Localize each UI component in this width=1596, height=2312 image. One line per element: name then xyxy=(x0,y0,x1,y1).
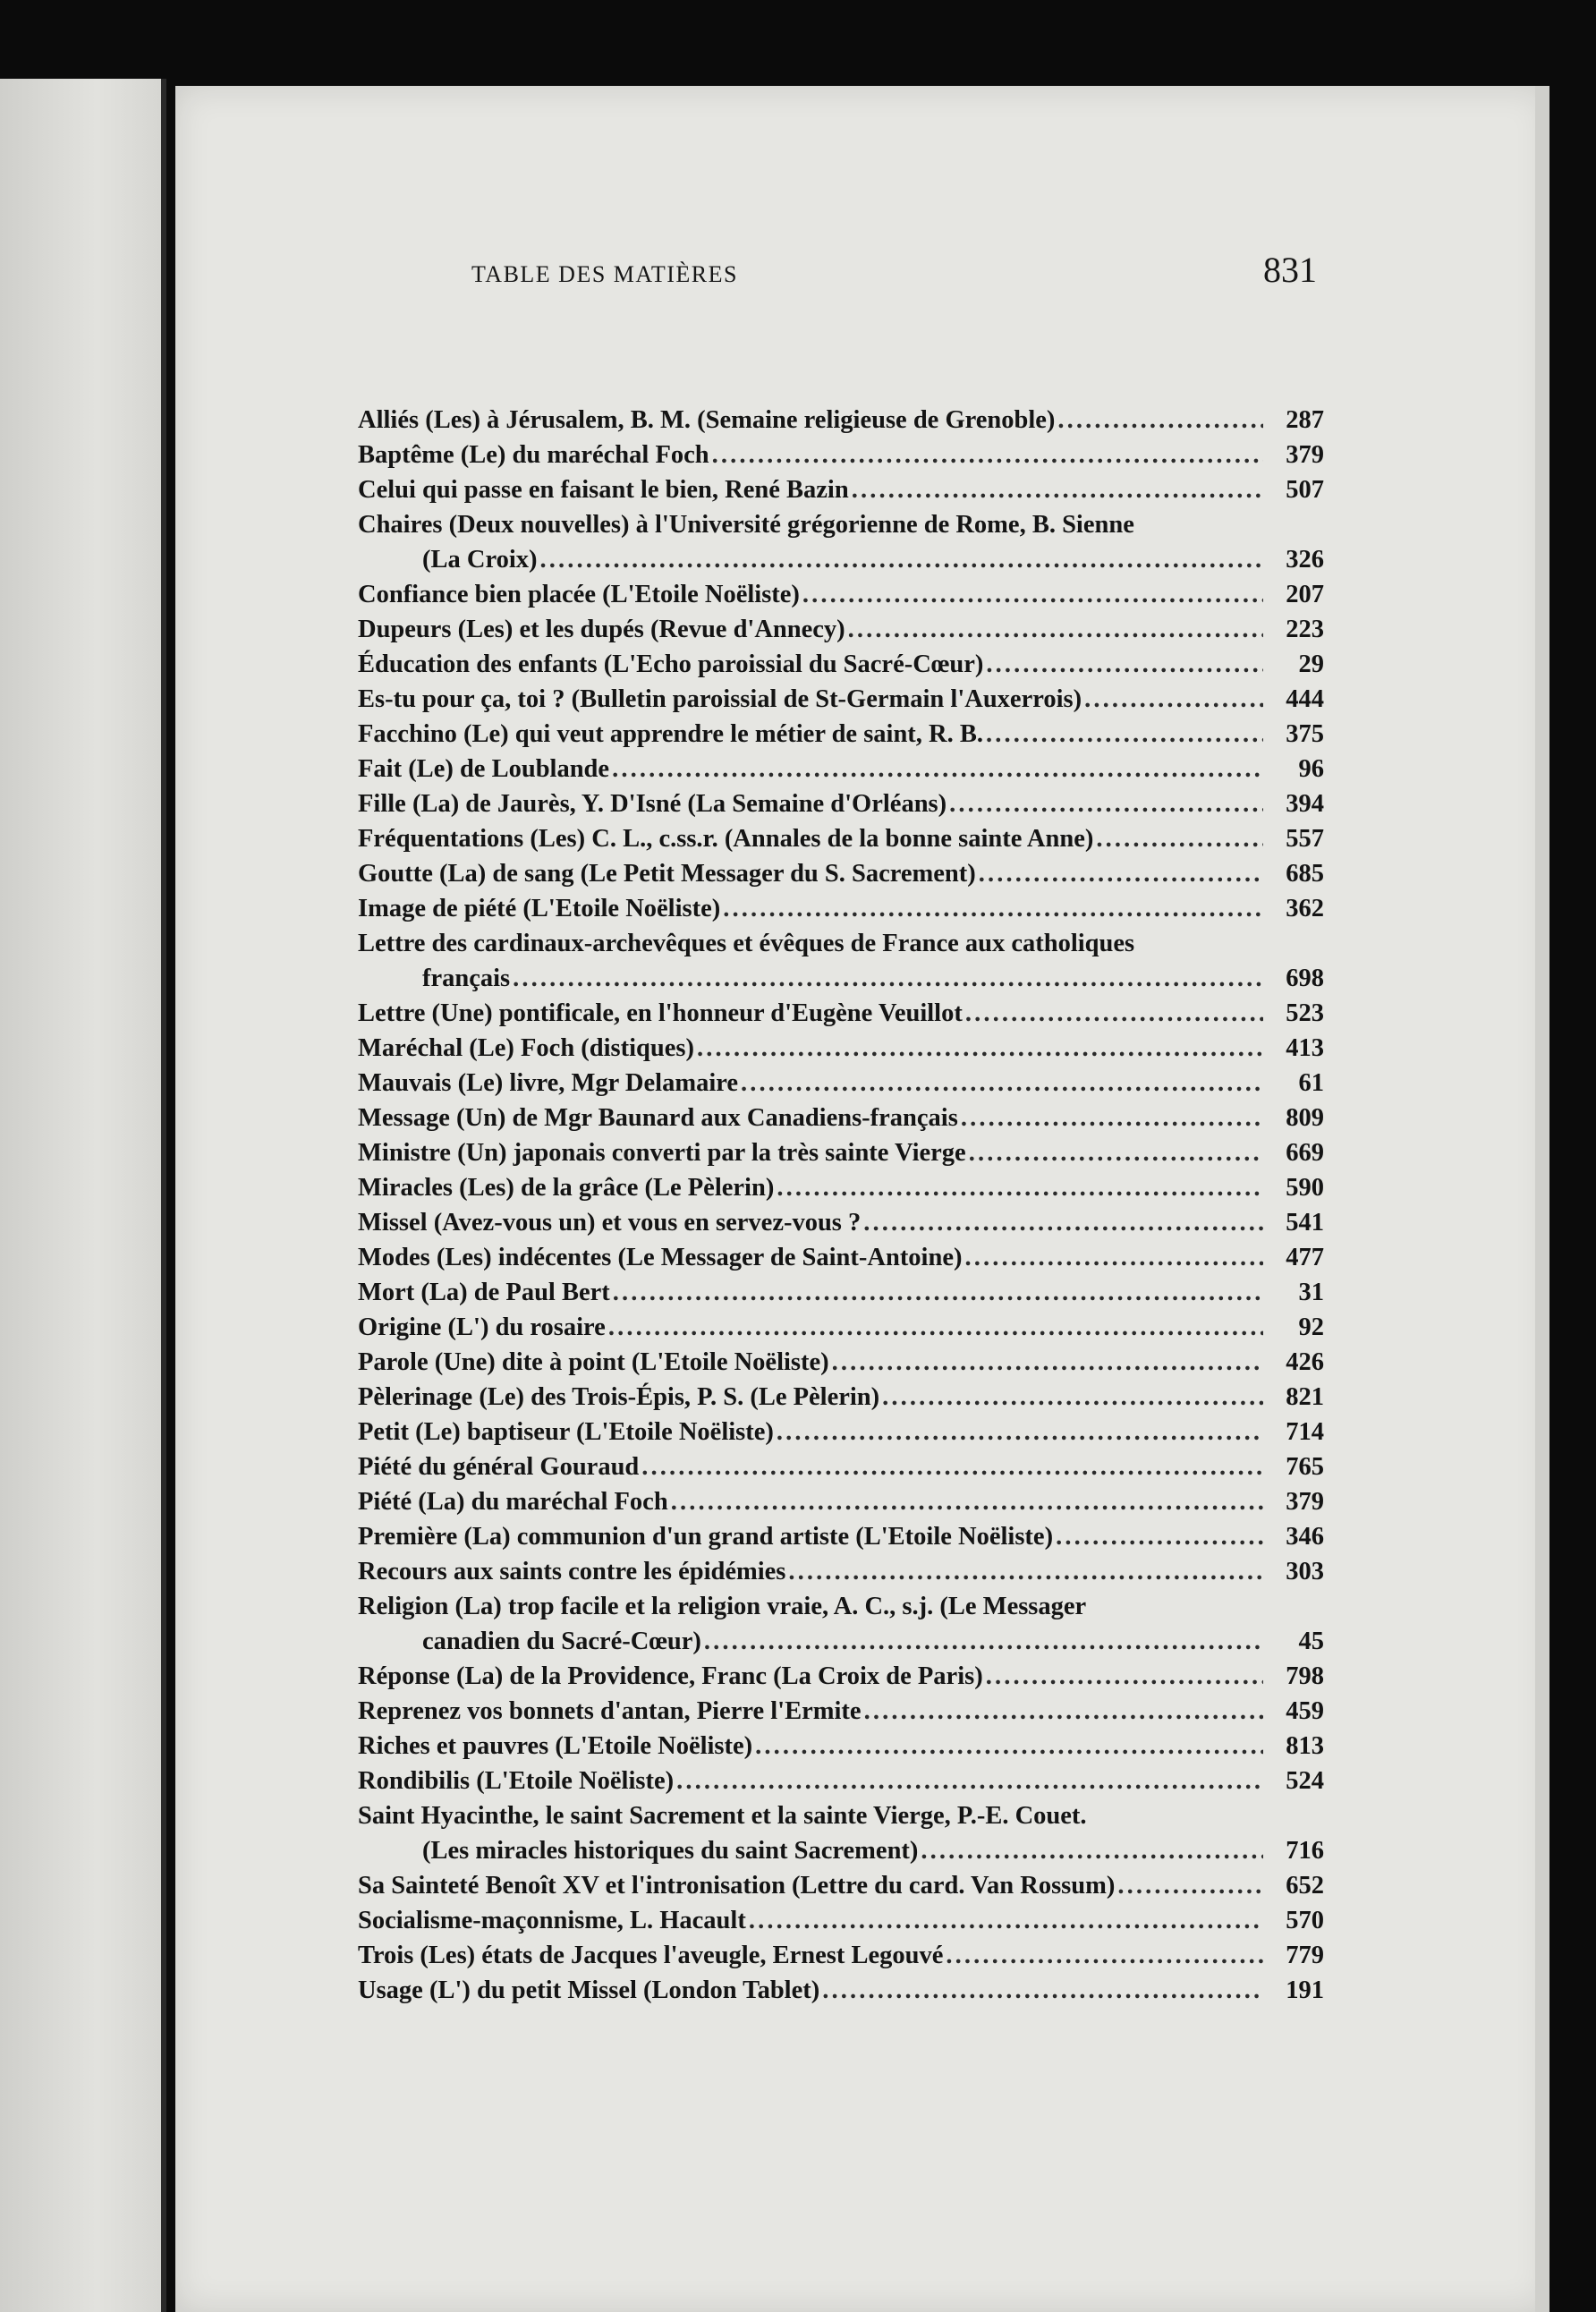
toc-entry xyxy=(358,752,1324,786)
toc-entry-line xyxy=(358,1275,1324,1310)
dot-leader xyxy=(802,577,1263,612)
running-header xyxy=(471,242,1366,295)
toc-entry-page: 809 xyxy=(1286,1104,1324,1132)
toc-entry-page: 652 xyxy=(1286,1872,1324,1900)
toc-entry xyxy=(358,1101,1324,1135)
toc-entry xyxy=(358,403,1324,438)
toc-entry-line xyxy=(358,1868,1324,1903)
toc-entry-line xyxy=(358,1694,1324,1729)
page-edge xyxy=(1535,86,1549,2312)
toc-entry-text: Fille (La) de Jaurès, Y. D'Isné (La Semaine d'Orléans) xyxy=(358,790,947,818)
toc-entry xyxy=(358,1519,1324,1554)
toc-entry xyxy=(358,1903,1324,1938)
toc-entry-text: Lettre des cardinaux-archevêques et évêques de France aux catholiques xyxy=(358,930,1135,957)
toc-entry-page: 524 xyxy=(1286,1767,1324,1795)
dot-leader xyxy=(671,1484,1263,1519)
toc-entry xyxy=(358,1729,1324,1764)
toc-entry-text: Sa Sainteté Benoît XV et l'intronisation (Lettre du card. Van Rossum) xyxy=(358,1872,1116,1900)
toc-entry-text: Lettre (Une) pontificale, en l'honneur d'Eugène Veuillot xyxy=(358,999,963,1027)
toc-entry-text: Pèlerinage (Le) des Trois-Épis, P. S. (Le Pèlerin) xyxy=(358,1383,880,1411)
toc-entry xyxy=(358,472,1324,507)
toc-entry-text: Réponse (La) de la Providence, Franc (La Croix de Paris) xyxy=(358,1662,983,1690)
dot-leader xyxy=(676,1764,1263,1798)
toc-entry-page: 685 xyxy=(1286,860,1324,888)
toc-entry-page: 765 xyxy=(1286,1453,1324,1481)
toc-entry-text: Es-tu pour ça, toi ? (Bulletin paroissial de St-Germain l'Auxerrois) xyxy=(358,685,1082,713)
dot-leader xyxy=(921,1833,1263,1868)
toc-entry-text: Message (Un) de Mgr Baunard aux Canadiens-français xyxy=(358,1104,958,1132)
toc-entry-text: Image de piété (L'Etoile Noëliste) xyxy=(358,895,721,922)
toc-entry-text: Maréchal (Le) Foch (distiques) xyxy=(358,1034,694,1062)
toc-entry-page: 444 xyxy=(1286,685,1324,713)
toc-entry-line xyxy=(358,577,1324,612)
toc-entry-line xyxy=(358,856,1324,891)
toc-entry-text: Parole (Une) dite à point (L'Etoile Noëliste) xyxy=(358,1348,829,1376)
dot-leader xyxy=(777,1415,1263,1449)
toc-entry-text: Rondibilis (L'Etoile Noëliste) xyxy=(358,1767,675,1795)
toc-entry-page: 798 xyxy=(1286,1662,1324,1690)
toc-entry-text: Chaires (Deux nouvelles) à l'Université grégorienne de Rome, B. Sienne xyxy=(358,511,1134,539)
toc-entry-line xyxy=(358,786,1324,821)
toc-entry-text: Trois (Les) états de Jacques l'aveugle, Ernest Legouvé xyxy=(358,1942,944,1969)
toc-entry-text: canadien du Sacré-Cœur) xyxy=(422,1628,701,1655)
toc-entry xyxy=(358,1275,1324,1310)
toc-entry xyxy=(358,717,1324,752)
table-of-contents xyxy=(358,403,1324,2008)
toc-entry-continuation xyxy=(358,961,1324,996)
dot-leader xyxy=(788,1554,1263,1589)
toc-entry-line xyxy=(358,1101,1324,1135)
toc-entry-line xyxy=(358,1659,1324,1694)
dot-leader xyxy=(749,1903,1263,1938)
toc-entry xyxy=(358,1694,1324,1729)
toc-entry-text: Riches et pauvres (L'Etoile Noëliste) xyxy=(358,1732,753,1760)
dot-leader xyxy=(986,1659,1263,1694)
toc-entry-text: (Les miracles historiques du saint Sacrement) xyxy=(422,1837,919,1865)
toc-entry-page: 326 xyxy=(1286,546,1324,574)
toc-entry-line xyxy=(358,507,1324,542)
dot-leader xyxy=(1056,1519,1263,1554)
toc-entry-text: Religion (La) trop facile et la religion vraie, A. C., s.j. (Le Messager xyxy=(358,1593,1087,1620)
toc-entry-page: 426 xyxy=(1286,1348,1324,1376)
toc-entry-line xyxy=(358,821,1324,856)
toc-entry-text: Reprenez vos bonnets d'antan, Pierre l'Ermite xyxy=(358,1697,862,1725)
toc-entry xyxy=(358,438,1324,472)
toc-entry-page: 813 xyxy=(1286,1732,1324,1760)
dot-leader xyxy=(832,1345,1263,1380)
toc-entry xyxy=(358,1764,1324,1798)
toc-entry-page: 379 xyxy=(1286,1488,1324,1516)
toc-entry-line xyxy=(358,682,1324,717)
dot-leader xyxy=(949,786,1263,821)
toc-entry-text: Ministre (Un) japonais converti par la très sainte Vierge xyxy=(358,1139,966,1167)
toc-entry-page: 61 xyxy=(1298,1069,1324,1097)
toc-entry-line xyxy=(358,1554,1324,1589)
toc-entry-page: 191 xyxy=(1286,1976,1324,2004)
toc-entry-line xyxy=(358,717,1324,752)
toc-entry-line xyxy=(358,1449,1324,1484)
toc-entry xyxy=(358,1449,1324,1484)
toc-entry-text: Miracles (Les) de la grâce (Le Pèlerin) xyxy=(358,1174,775,1202)
toc-entry xyxy=(358,1031,1324,1066)
toc-entry xyxy=(358,1135,1324,1170)
toc-entry xyxy=(358,891,1324,926)
toc-entry-line xyxy=(358,1729,1324,1764)
dot-leader xyxy=(1084,682,1263,717)
toc-entry-page: 346 xyxy=(1286,1523,1324,1551)
toc-entry-page: 669 xyxy=(1286,1139,1324,1167)
dot-leader xyxy=(1057,403,1263,438)
toc-entry-text: Piété (La) du maréchal Foch xyxy=(358,1488,668,1516)
toc-entry-page: 821 xyxy=(1286,1383,1324,1411)
dot-leader xyxy=(961,1101,1263,1135)
toc-entry-line xyxy=(358,1031,1324,1066)
toc-entry-text: Première (La) communion d'un grand artiste (L'Etoile Noëliste) xyxy=(358,1523,1054,1551)
toc-entry-text: Usage (L') du petit Missel (London Tablet) xyxy=(358,1976,820,2004)
toc-entry-page: 45 xyxy=(1298,1628,1324,1655)
dot-leader xyxy=(848,612,1263,647)
toc-entry-line xyxy=(358,1345,1324,1380)
toc-entry-line xyxy=(358,438,1324,472)
dot-leader xyxy=(1096,821,1263,856)
dot-leader xyxy=(986,717,1263,752)
toc-entry-line xyxy=(358,1170,1324,1205)
toc-entry xyxy=(358,1659,1324,1694)
toc-entry-page: 507 xyxy=(1286,476,1324,504)
toc-entry-page: 375 xyxy=(1286,720,1324,748)
toc-entry-line xyxy=(358,752,1324,786)
toc-entry-page: 223 xyxy=(1286,616,1324,643)
dot-leader xyxy=(986,647,1263,682)
toc-entry-text: Alliés (Les) à Jérusalem, B. M. (Semaine religieuse de Grenoble) xyxy=(358,406,1056,434)
toc-entry xyxy=(358,1938,1324,1973)
toc-entry-line xyxy=(358,612,1324,647)
facing-page-edge xyxy=(0,79,166,2312)
dot-leader xyxy=(723,891,1263,926)
toc-entry-page: 287 xyxy=(1286,406,1324,434)
dot-leader xyxy=(882,1380,1263,1415)
toc-entry-page: 698 xyxy=(1286,965,1324,992)
toc-entry xyxy=(358,1798,1324,1868)
toc-entry xyxy=(358,647,1324,682)
toc-entry-text: Facchino (Le) qui veut apprendre le métier de saint, R. B. xyxy=(358,720,984,748)
toc-entry-continuation xyxy=(358,1624,1324,1659)
toc-entry-line xyxy=(358,1484,1324,1519)
dot-leader xyxy=(608,1310,1263,1345)
dot-leader xyxy=(864,1694,1263,1729)
toc-entry-text: Goutte (La) de sang (Le Petit Messager du S. Sacrement) xyxy=(358,860,976,888)
dot-leader xyxy=(755,1729,1263,1764)
toc-entry-text: Recours aux saints contre les épidémies xyxy=(358,1558,786,1585)
dot-leader xyxy=(712,438,1263,472)
toc-entry-text: Origine (L') du rosaire xyxy=(358,1313,606,1341)
dot-leader xyxy=(641,1449,1263,1484)
toc-entry-text: Dupeurs (Les) et les dupés (Revue d'Annecy) xyxy=(358,616,845,643)
toc-entry xyxy=(358,1589,1324,1659)
toc-entry-line xyxy=(358,891,1324,926)
toc-entry xyxy=(358,856,1324,891)
toc-entry-text: Petit (Le) baptiseur (L'Etoile Noëliste) xyxy=(358,1418,774,1446)
dot-leader xyxy=(822,1973,1263,2008)
toc-entry xyxy=(358,1868,1324,1903)
dot-leader xyxy=(697,1031,1263,1066)
dot-leader xyxy=(513,961,1263,996)
toc-entry-page: 379 xyxy=(1286,441,1324,469)
toc-entry xyxy=(358,1240,1324,1275)
toc-entry xyxy=(358,682,1324,717)
toc-entry-text: Confiance bien placée (L'Etoile Noëliste) xyxy=(358,581,800,608)
toc-entry xyxy=(358,996,1324,1031)
toc-entry-line xyxy=(358,1240,1324,1275)
toc-entry-page: 570 xyxy=(1286,1907,1324,1934)
toc-entry-text: Celui qui passe en faisant le bien, René Bazin xyxy=(358,476,849,504)
toc-entry-page: 477 xyxy=(1286,1244,1324,1271)
toc-entry-page: 557 xyxy=(1286,825,1324,853)
toc-entry-line xyxy=(358,1310,1324,1345)
toc-entry-line xyxy=(358,1380,1324,1415)
toc-entry xyxy=(358,507,1324,577)
toc-entry-line xyxy=(358,996,1324,1031)
toc-entry xyxy=(358,1066,1324,1101)
toc-entry-line xyxy=(358,1519,1324,1554)
dot-leader xyxy=(965,996,1263,1031)
dot-leader xyxy=(540,542,1263,577)
toc-entry xyxy=(358,1973,1324,2008)
toc-entry-line xyxy=(358,1798,1324,1833)
toc-entry xyxy=(358,1554,1324,1589)
toc-entry xyxy=(358,612,1324,647)
dot-leader xyxy=(969,1135,1263,1170)
toc-entry-text: Fréquentations (Les) C. L., c.ss.r. (Annales de la bonne sainte Anne) xyxy=(358,825,1094,853)
toc-entry-page: 29 xyxy=(1298,650,1324,678)
toc-entry-text: français xyxy=(422,965,511,992)
toc-entry-line xyxy=(358,472,1324,507)
toc-entry xyxy=(358,577,1324,612)
toc-entry-line xyxy=(358,1903,1324,1938)
toc-entry-page: 362 xyxy=(1286,895,1324,922)
toc-entry-page: 541 xyxy=(1286,1209,1324,1237)
toc-entry-page: 779 xyxy=(1286,1942,1324,1969)
toc-entry-line xyxy=(358,926,1324,961)
dot-leader xyxy=(863,1205,1263,1240)
toc-entry-line xyxy=(358,1589,1324,1624)
toc-entry-page: 590 xyxy=(1286,1174,1324,1202)
toc-entry-line xyxy=(358,1415,1324,1449)
dot-leader xyxy=(964,1240,1263,1275)
dot-leader xyxy=(612,752,1263,786)
toc-entry-line xyxy=(358,647,1324,682)
toc-entry xyxy=(358,1484,1324,1519)
toc-entry-line xyxy=(358,1973,1324,2008)
toc-entry xyxy=(358,786,1324,821)
toc-entry-page: 92 xyxy=(1298,1313,1324,1341)
dot-leader xyxy=(741,1066,1263,1101)
toc-entry-page: 96 xyxy=(1298,755,1324,783)
toc-entry-text: Fait (Le) de Loublande xyxy=(358,755,610,783)
toc-entry-line xyxy=(358,1764,1324,1798)
toc-entry-page: 207 xyxy=(1286,581,1324,608)
toc-entry-page: 459 xyxy=(1286,1697,1324,1725)
toc-entry-page: 523 xyxy=(1286,999,1324,1027)
toc-entry xyxy=(358,926,1324,996)
toc-entry-page: 716 xyxy=(1286,1837,1324,1865)
toc-entry-text: (La Croix) xyxy=(422,546,538,574)
toc-entry xyxy=(358,1415,1324,1449)
toc-entry-page: 31 xyxy=(1298,1279,1324,1306)
toc-entry-page: 714 xyxy=(1286,1418,1324,1446)
toc-entry-page: 303 xyxy=(1286,1558,1324,1585)
toc-entry-line xyxy=(358,403,1324,438)
toc-entry-text: Baptême (Le) du maréchal Foch xyxy=(358,441,709,469)
dot-leader xyxy=(704,1624,1263,1659)
toc-entry-page: 394 xyxy=(1286,790,1324,818)
toc-entry xyxy=(358,1205,1324,1240)
dot-leader xyxy=(946,1938,1263,1973)
toc-entry-text: Mort (La) de Paul Bert xyxy=(358,1279,610,1306)
dot-leader xyxy=(852,472,1263,507)
toc-entry xyxy=(358,1345,1324,1380)
dot-leader xyxy=(777,1170,1263,1205)
toc-entry-text: Socialisme-maçonnisme, L. Hacault xyxy=(358,1907,746,1934)
dot-leader xyxy=(1117,1868,1263,1903)
toc-entry-page: 413 xyxy=(1286,1034,1324,1062)
dot-leader xyxy=(979,856,1263,891)
page-number: 831 xyxy=(1263,250,1317,290)
running-title: TABLE DES MATIÈRES xyxy=(471,261,738,287)
toc-entry-line xyxy=(358,1135,1324,1170)
toc-entry-line xyxy=(358,1205,1324,1240)
toc-entry xyxy=(358,1170,1324,1205)
toc-entry-line xyxy=(358,1938,1324,1973)
toc-entry-text: Mauvais (Le) livre, Mgr Delamaire xyxy=(358,1069,739,1097)
toc-entry-text: Modes (Les) indécentes (Le Messager de Saint-Antoine) xyxy=(358,1244,963,1271)
toc-entry-line xyxy=(358,1066,1324,1101)
toc-entry-text: Missel (Avez-vous un) et vous en servez-vous ? xyxy=(358,1209,862,1237)
toc-entry-text: Saint Hyacinthe, le saint Sacrement et la sainte Vierge, P.-E. Couet. xyxy=(358,1802,1087,1830)
toc-entry-text: Piété du général Gouraud xyxy=(358,1453,640,1481)
toc-entry xyxy=(358,821,1324,856)
dot-leader xyxy=(613,1275,1263,1310)
toc-entry xyxy=(358,1380,1324,1415)
toc-entry-continuation xyxy=(358,542,1324,577)
toc-entry-text: Éducation des enfants (L'Echo paroissial du Sacré-Cœur) xyxy=(358,650,984,678)
toc-entry-continuation xyxy=(358,1833,1324,1868)
toc-entry xyxy=(358,1310,1324,1345)
